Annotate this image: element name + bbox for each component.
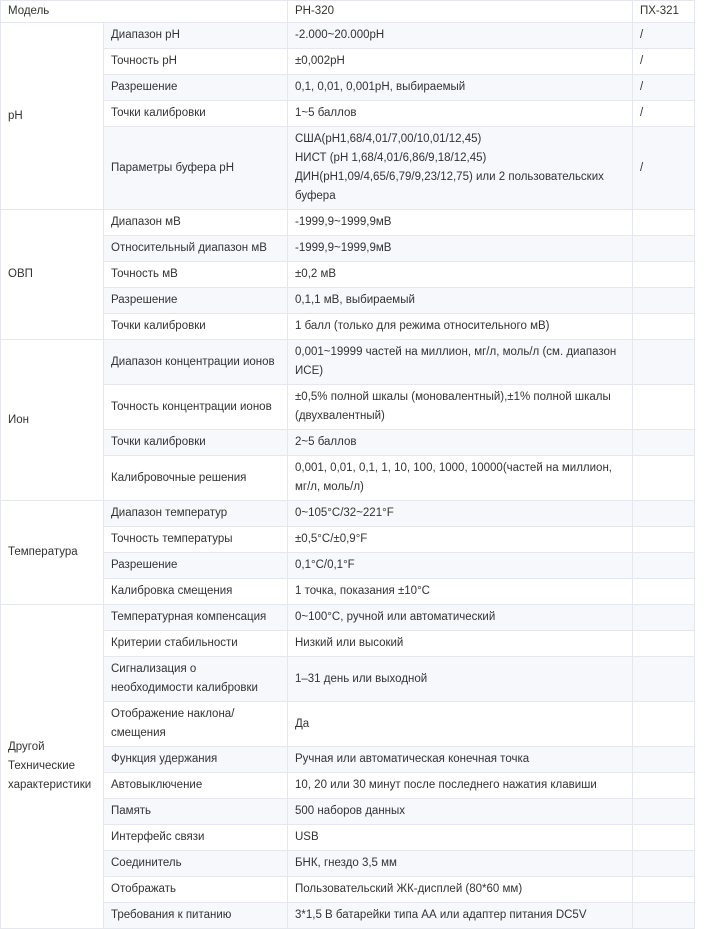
table-row [1, 903, 695, 929]
value-ph320: БНК, гнездо 3,5 мм [288, 851, 633, 877]
group-label: Температура [1, 501, 104, 605]
param-cell: Калибровка смещения [104, 579, 288, 605]
value-ph321 [633, 385, 695, 430]
table-row [1, 631, 695, 657]
value-ph320: 0~105°C/32~221°F [288, 501, 633, 527]
table-row [1, 553, 695, 579]
param-cell: Точность мВ [104, 262, 288, 288]
value-ph320: 2~5 баллов [288, 430, 633, 456]
table-row [1, 747, 695, 773]
value-ph321 [633, 430, 695, 456]
param-cell: Точки калибровки [104, 101, 288, 127]
header-row [1, 1, 695, 23]
value-ph321 [633, 456, 695, 501]
param-cell: Температурная компенсация [104, 605, 288, 631]
value-ph321 [633, 288, 695, 314]
param-cell: Точки калибровки [104, 430, 288, 456]
param-cell: Диапазон мВ [104, 210, 288, 236]
group-label: Другой Технические характеристики [1, 605, 104, 929]
table-row [1, 101, 695, 127]
table-row [1, 262, 695, 288]
param-cell: Диапазон температур [104, 501, 288, 527]
value-ph321 [633, 747, 695, 773]
param-cell: Калибровочные решения [104, 456, 288, 501]
table-row [1, 23, 695, 49]
value-ph320: 1–31 день или выходной [288, 657, 633, 702]
table-row [1, 605, 695, 631]
table-row [1, 236, 695, 262]
value-ph320: 10, 20 или 30 минут после последнего нажатия клавиши [288, 773, 633, 799]
param-cell: Отображение наклона/смещения [104, 702, 288, 747]
table-row [1, 799, 695, 825]
param-cell: Точность температуры [104, 527, 288, 553]
value-ph321 [633, 236, 695, 262]
param-cell: Память [104, 799, 288, 825]
value-ph320: 0,1°C/0,1°F [288, 553, 633, 579]
value-ph320: -2.000~20.000pH [288, 23, 633, 49]
value-ph321 [633, 579, 695, 605]
group-label: pH [1, 23, 104, 210]
value-ph320: ±0,5°C/±0,9°F [288, 527, 633, 553]
value-ph320: 1~5 баллов [288, 101, 633, 127]
table-row [1, 385, 695, 430]
value-ph320: ±0,002pH [288, 49, 633, 75]
header-ph320: PH-320 [288, 1, 633, 23]
value-ph320: 0,1, 0,01, 0,001pH, выбираемый [288, 75, 633, 101]
header-model: Модель [1, 1, 288, 23]
value-ph320: -1999,9~1999,9мВ [288, 236, 633, 262]
value-ph321 [633, 877, 695, 903]
value-ph320: 1 точка, показания ±10°C [288, 579, 633, 605]
value-ph321 [633, 340, 695, 385]
table-row [1, 49, 695, 75]
value-ph320: 500 наборов данных [288, 799, 633, 825]
value-ph321 [633, 210, 695, 236]
table-row [1, 456, 695, 501]
value-ph321 [633, 903, 695, 929]
param-cell: Функция удержания [104, 747, 288, 773]
table-row [1, 75, 695, 101]
value-ph321: / [633, 101, 695, 127]
param-cell: Точки калибровки [104, 314, 288, 340]
table-row [1, 851, 695, 877]
table-row [1, 773, 695, 799]
param-cell: Точность концентрации ионов [104, 385, 288, 430]
value-ph321: / [633, 127, 695, 210]
value-ph320: 0~100°C, ручной или автоматический [288, 605, 633, 631]
value-ph320: -1999,9~1999,9мВ [288, 210, 633, 236]
param-cell: Требования к питанию [104, 903, 288, 929]
value-ph320: Низкий или высокий [288, 631, 633, 657]
table-row [1, 825, 695, 851]
value-ph321 [633, 825, 695, 851]
param-cell: Диапазон концентрации ионов [104, 340, 288, 385]
value-ph320: 0,001, 0,01, 0,1, 1, 10, 100, 1000, 10000(частей на миллион, мг/л, моль/л) [288, 456, 633, 501]
value-ph321 [633, 553, 695, 579]
table-row [1, 288, 695, 314]
value-ph321 [633, 799, 695, 825]
value-ph321 [633, 501, 695, 527]
value-ph321 [633, 314, 695, 340]
value-ph321 [633, 851, 695, 877]
value-ph321 [633, 605, 695, 631]
param-cell: Диапазон pH [104, 23, 288, 49]
table-row [1, 579, 695, 605]
group-label: ОВП [1, 210, 104, 340]
table-row [1, 501, 695, 527]
value-ph321: / [633, 49, 695, 75]
table-row [1, 127, 695, 210]
table-row [1, 210, 695, 236]
table-row [1, 527, 695, 553]
value-ph321 [633, 262, 695, 288]
param-cell: Отображать [104, 877, 288, 903]
value-ph321 [633, 631, 695, 657]
value-ph320: США(pH1,68/4,01/7,00/10,01/12,45) НИСТ (pH 1,68/4,01/6,86/9,18/12,45) ДИН(pH1,09/4,65/6,79/9,23/12,75) или 2 пользовательских буфера [288, 127, 633, 210]
value-ph321 [633, 773, 695, 799]
value-ph321: / [633, 75, 695, 101]
table-row [1, 430, 695, 456]
param-cell: Сигнализация о необходимости калибровки [104, 657, 288, 702]
value-ph320: ±0,2 мВ [288, 262, 633, 288]
param-cell: Точность pH [104, 49, 288, 75]
param-cell: Критерии стабильности [104, 631, 288, 657]
value-ph320: ±0,5% полной шкалы (моновалентный),±1% полной шкалы (двухвалентный) [288, 385, 633, 430]
param-cell: Разрешение [104, 288, 288, 314]
param-cell: Соединитель [104, 851, 288, 877]
table-row [1, 340, 695, 385]
value-ph321: / [633, 23, 695, 49]
value-ph320: 3*1,5 В батарейки типа АА или адаптер питания DC5V [288, 903, 633, 929]
param-cell: Параметры буфера pH [104, 127, 288, 210]
table-row [1, 314, 695, 340]
value-ph320: Да [288, 702, 633, 747]
value-ph320: USB [288, 825, 633, 851]
param-cell: Автовыключение [104, 773, 288, 799]
value-ph320: 0,1,1 мВ, выбираемый [288, 288, 633, 314]
value-ph321 [633, 702, 695, 747]
value-ph320: 0,001~19999 частей на миллион, мг/л, моль/л (см. диапазон ИСЕ) [288, 340, 633, 385]
value-ph320: Пользовательский ЖК-дисплей (80*60 мм) [288, 877, 633, 903]
param-cell: Относительный диапазон мВ [104, 236, 288, 262]
value-ph320: 1 балл (только для режима относительного мВ) [288, 314, 633, 340]
table-row [1, 877, 695, 903]
table-row [1, 657, 695, 702]
value-ph320: Ручная или автоматическая конечная точка [288, 747, 633, 773]
param-cell: Интерфейс связи [104, 825, 288, 851]
group-label: Ион [1, 340, 104, 501]
value-ph321 [633, 527, 695, 553]
table-row [1, 702, 695, 747]
header-ph321: ПХ-321 [633, 1, 695, 23]
param-cell: Разрешение [104, 553, 288, 579]
param-cell: Разрешение [104, 75, 288, 101]
value-ph321 [633, 657, 695, 702]
